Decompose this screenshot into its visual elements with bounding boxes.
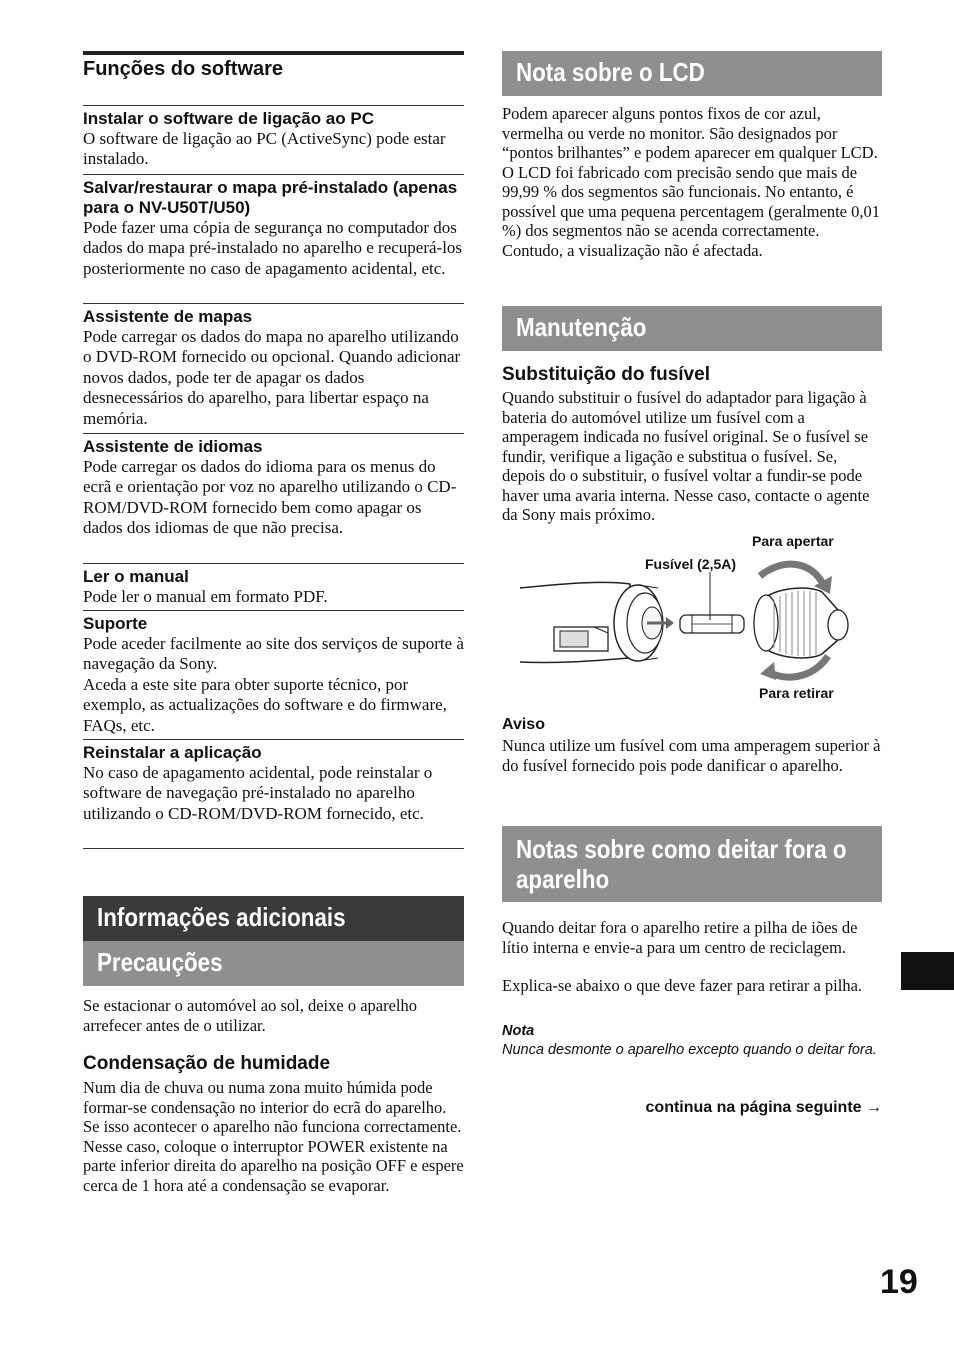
entry-language-assistant	[83, 433, 464, 539]
banner-additional-info	[83, 896, 464, 941]
condensation-text: Num dia de chuva ou numa zona muito húmida pode formar-se condensação no interior do ecrã do aparelho. Se isso acontecer o aparelho não funciona correctamente. Nesse caso, coloque o interruptor POWER existente na parte inferior direita do aparelho na posição OFF e espere cerca de 1 hora até a condensação se evaporar.	[83, 1078, 464, 1195]
page-number: 19	[880, 1263, 918, 1301]
banner-text: Nota sobre o LCD	[516, 57, 705, 87]
fig-label-tighten: Para apertar	[752, 533, 834, 549]
fig-label-remove: Para retirar	[759, 685, 834, 701]
banner-maintenance	[502, 306, 882, 351]
note-title: Nota	[502, 1023, 535, 1039]
entry-support	[83, 610, 464, 736]
entry-read-manual	[83, 563, 464, 607]
entry-text: Pode fazer uma cópia de segurança no computador dos dados do mapa pré-instalado no aparelho e recuperá-los posteriormente no caso de apagamento acidental, etc.	[83, 218, 463, 278]
entry-text: Pode carregar os dados do mapa no aparelho utilizando o DVD-ROM fornecido ou opcional. Quando adicionar novos dados, pode ter de apagar os dados desnecessários do aparelho, para libertar espaço na memória.	[83, 327, 461, 428]
entry-title: Reinstalar a aplicação	[83, 743, 262, 762]
entry-title: Salvar/restaurar o mapa pré-instalado (apenas para o NV-U50T/U50)	[83, 178, 458, 217]
fuse-title: Substituição do fusível	[502, 364, 710, 385]
disposal-text-2: Explica-se abaixo o que deve fazer para retirar a pilha.	[502, 976, 863, 995]
entry-title: Ler o manual	[83, 567, 189, 586]
entry-install-software	[83, 105, 464, 170]
fuse-illustration	[502, 530, 882, 710]
warning-title: Aviso	[502, 716, 545, 733]
entry-text: No caso de apagamento acidental, pode reinstalar o software de navegação pré-instalado no aparelho utilizando o CD-ROM/DVD-ROM fornecido, etc.	[83, 763, 433, 823]
entry-title: Suporte	[83, 614, 148, 633]
continue-next-page: continua na página seguinte →	[645, 1099, 882, 1116]
precaution-text: Se estacionar o automóvel ao sol, deixe o aparelho arrefecer antes de o utilizar.	[83, 996, 418, 1035]
entry-title: Instalar o software de ligação ao PC	[83, 109, 374, 128]
banner-text-line1: Notas sobre como deitar fora o	[516, 834, 847, 864]
banner-text: Manutenção	[516, 312, 647, 342]
entry-title: Assistente de mapas	[83, 307, 253, 326]
disposal-text-1: Quando deitar fora o aparelho retire a pilha de iões de lítio interna e envie-a para um centro de reciclagem.	[502, 918, 858, 957]
banner-text: Informações adicionais	[97, 902, 346, 932]
lcd-text: Podem aparecer alguns pontos fixos de cor azul, vermelha ou verde no monitor. São designados por “pontos brilhantes” e podem aparecer em qualquer LCD. O LCD foi fabricado com precisão sendo que mais de 99,99 % dos segmentos são funcionais. No entanto, é possível que uma pequena percentagem (geralmente 0,01 %) dos segmentos não se acenda correctamente. Contudo, a visualização não é afectada.	[502, 104, 880, 260]
warning-text: Nunca utilize um fusível com uma amperagem superior à do fusível fornecido pois pode danificar o aparelho.	[502, 736, 881, 775]
banner-lcd-note	[502, 51, 882, 96]
banner-precautions	[83, 941, 464, 986]
section-title: Funções do software	[83, 58, 284, 80]
banner-disposal	[502, 826, 882, 902]
thumb-index-tab	[901, 952, 954, 990]
entry-reinstall-application	[83, 739, 464, 824]
section-top-bar	[83, 51, 464, 55]
entries-bottom-rule	[83, 848, 464, 849]
fuse-text: Quando substituir o fusível do adaptador para ligação à bateria do automóvel utilize um fusível com a amperagem indicada no fusível original. Se o fusível se fundir, verifique a ligação e substitua o fusível. Se, depois do o substituir, o fusível voltar a fundir-se pode haver uma avaria interna. Nesse caso, contacte o agente da Sony mais próximo.	[502, 388, 870, 524]
condensation-title: Condensação de humidade	[83, 1053, 331, 1074]
banner-text: Precauções	[97, 947, 223, 977]
entry-title: Assistente de idiomas	[83, 437, 263, 456]
entry-text: Pode ler o manual em formato PDF.	[83, 587, 328, 606]
note-text: Nunca desmonte o aparelho excepto quando o deitar fora.	[502, 1042, 877, 1058]
entry-text: Pode carregar os dados do idioma para os menus do ecrã e orientação por voz no aparelho utilizando o CD-ROM/DVD-ROM fornecido bem como apagar os dados dos idiomas de que não precisa.	[83, 457, 457, 538]
banner-text-line2: aparelho	[516, 864, 610, 894]
entry-text: O software de ligação ao PC (ActiveSync) pode estar instalado.	[83, 129, 446, 169]
entry-text-2: Aceda a este site para obter suporte técnico, por exemplo, as actualizações do software e do firmware, FAQs, etc.	[83, 674, 447, 735]
entry-text: Pode aceder facilmente ao site dos serviços de suporte à navegação da Sony.	[83, 634, 464, 674]
entry-save-restore-map	[83, 174, 464, 279]
fig-label-fuse: Fusível (2,5A)	[645, 556, 737, 572]
entry-map-assistant	[83, 303, 464, 429]
